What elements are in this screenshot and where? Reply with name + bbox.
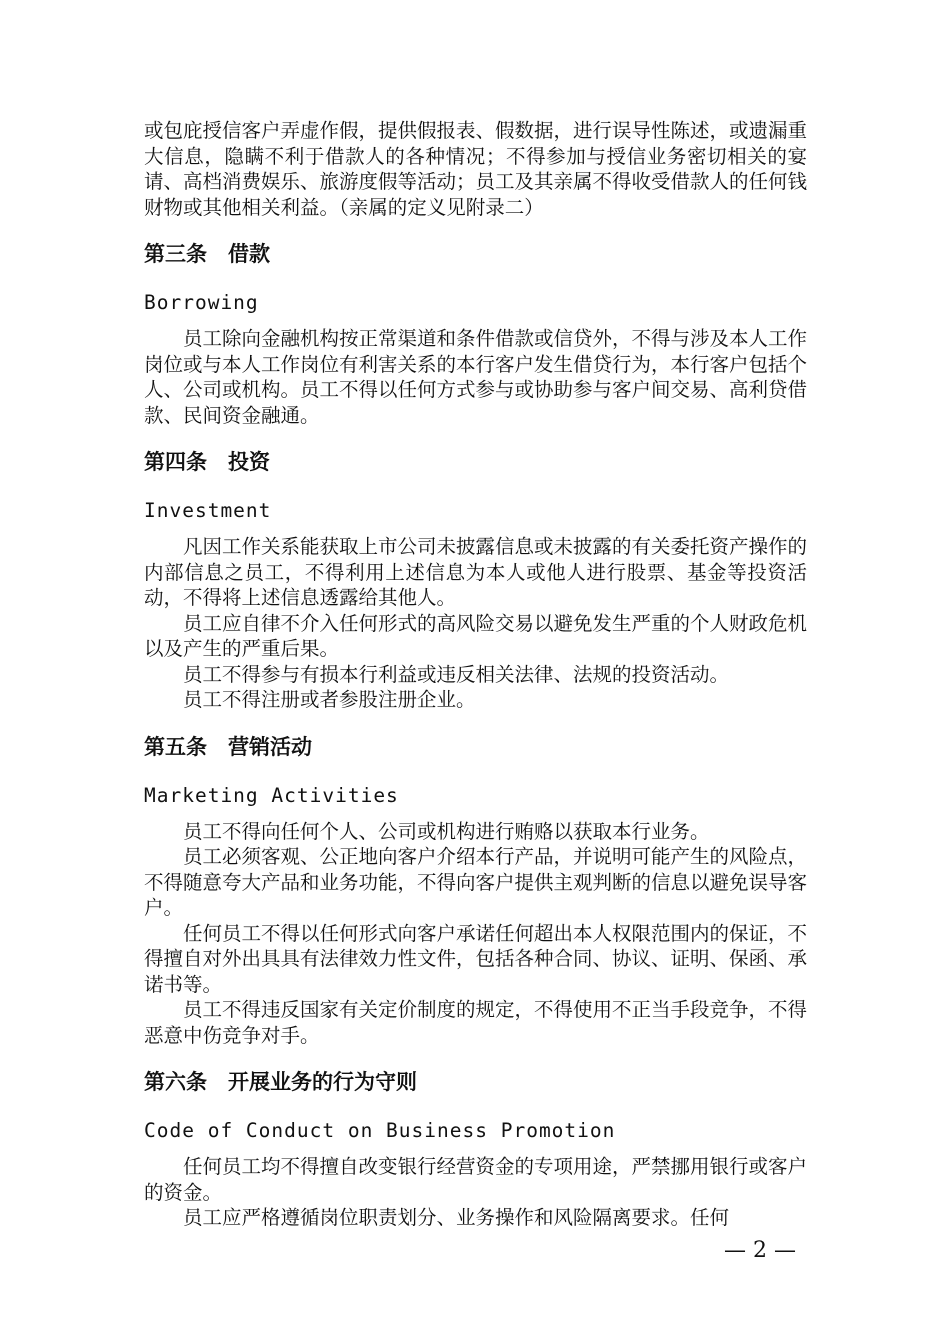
article-3 (144, 240, 807, 428)
article-3-english-title: Borrowing (144, 291, 259, 314)
body-paragraph: 员工不得违反国家有关定价制度的规定，不得使用不正当手段竞争，不得恶意中伤竞争对手。 (144, 998, 808, 1047)
page-number: — 2 — (724, 1238, 796, 1263)
body-paragraph: 员工不得参与有损本行利益或违反相关法律、法规的投资活动。 (183, 662, 730, 686)
body-paragraph: 员工应自律不介入任何形式的高风险交易以避免发生严重的个人财政危机以及产生的严重后果。 (144, 611, 808, 660)
article-4-english-title: Investment (144, 499, 272, 522)
article-5 (144, 733, 807, 1049)
body-paragraph: 员工不得注册或者参股注册企业。 (183, 688, 476, 711)
body-paragraph: 员工除向金融机构按正常渠道和条件借款或信贷外，不得与涉及本人工作岗位或与本人工作岗位有利害关系的本行客户发生借贷行为，本行客户包括个人、公司或机构。员工不得以任何方式参与或协助参与客户间交易、高利贷借款、民间资金融通。 (144, 327, 808, 427)
article-6-heading: 第六条 开展业务的行为守则 (144, 1070, 417, 1094)
body-paragraph: 员工不得向任何个人、公司或机构进行贿赂以获取本行业务。 (183, 819, 710, 843)
document-page (144, 118, 807, 1231)
body-paragraph: 员工必须客观、公正地向客户介绍本行产品，并说明可能产生的风险点，不得随意夸大产品和业务功能，不得向客户提供主观判断的信息以避免误导客户。 (144, 845, 808, 919)
body-paragraph: 任何员工均不得擅自改变银行经营资金的专项用途，严禁挪用银行或客户的资金。 (144, 1155, 808, 1204)
article-6-english-title: Code of Conduct on Business Promotion (144, 1119, 616, 1142)
body-paragraph: 员工应严格遵循岗位职责划分、业务操作和风险隔离要求。任何 (183, 1206, 730, 1229)
body-paragraph: 凡因工作关系能获取上市公司未披露信息或未披露的有关委托资产操作的内部信息之员工，不得利用上述信息为本人或他人进行股票、基金等投资活动，不得将上述信息透露给其他人。 (144, 535, 808, 609)
article-4-heading: 第四条 投资 (144, 450, 270, 474)
article-5-english-title: Marketing Activities (144, 783, 399, 807)
article-3-heading: 第三条 借款 (144, 242, 270, 266)
intro-paragraph: 或包庇授信客户弄虚作假，提供假报表、假数据，进行误导性陈述，或遗漏重大信息，隐瞒不利于借款人的各种情况；不得参加与授信业务密切相关的宴请、高档消费娱乐、旅游度假等活动；员工及其亲属不得收受借款人的任何钱财物或其他相关利益。（亲属的定义见附录二） (144, 119, 808, 219)
article-5-heading: 第五条 营销活动 (144, 734, 312, 759)
article-6 (144, 1068, 807, 1231)
body-paragraph: 任何员工不得以任何形式向客户承诺任何超出本人权限范围内的保证，不得擅自对外出具具有法律效力性文件，包括各种合同、协议、证明、保函、承诺书等。 (144, 921, 808, 996)
article-4 (144, 448, 807, 713)
